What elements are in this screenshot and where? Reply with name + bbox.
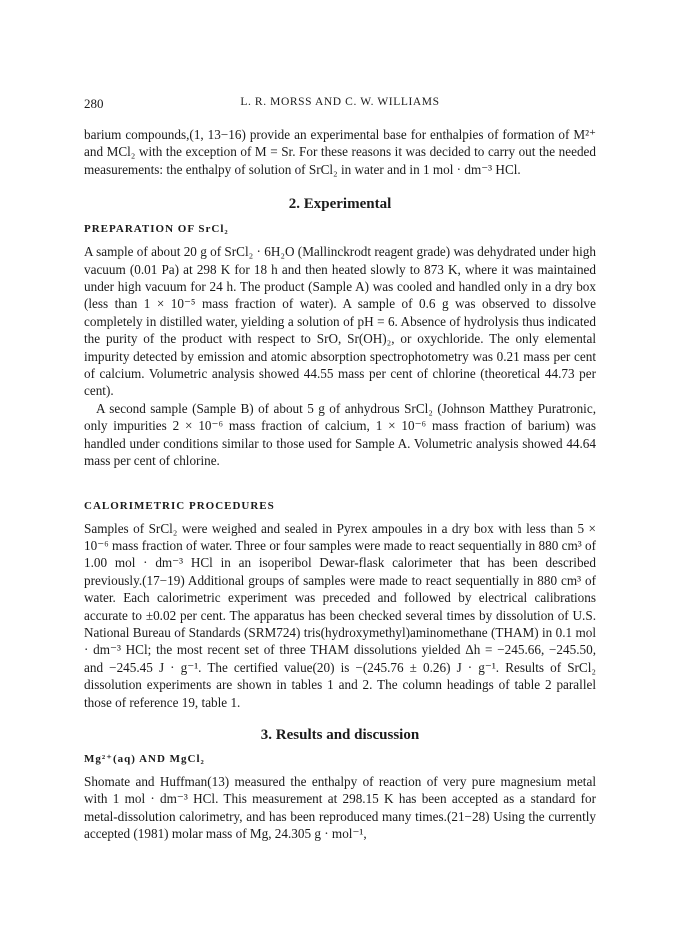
subsection-heading-mg: Mg²⁺(aq) AND MgCl₂	[84, 752, 205, 765]
running-head: L. R. MORSS AND C. W. WILLIAMS	[240, 96, 440, 108]
page-number: 280	[84, 96, 104, 111]
preparation-paragraph-1: A sample of about 20 g of SrCl₂ · 6H₂O (Mallinckrodt reagent grade) was dehydrated under high vacuum (0.01 Pa) at 298 K for 18 h and then heated slowly to 873 K, where it was maintained under high vacuum for 24 h. The product (Sample A) was cooled and handled only in a dry box (less than 1 × 10⁻⁵ mass fraction of water). A sample of 0.6 g was observed to dissolve completely in distilled water, yielding a solution of pH = 6. Absence of hydrolysis thus indicated the purity of the product with respect to SrO, Sr(OH)₂, or oxychloride. The only elemental impurity detected by emission and atomic absorption spectrophotometry was 0.21 mass per cent of calcium. Volumetric analysis showed 44.55 mass per cent of chlorine (theoretical 44.73 per cent).	[84, 244, 596, 399]
preparation-paragraph-2: A second sample (Sample B) of about 5 g of anhydrous SrCl₂ (Johnson Matthey Puratronic, only impurities 2 × 10⁻⁶ mass fraction of calcium, 1 × 10⁻⁶ mass fraction of barium) was handled under conditions similar to those used for Sample A. Volumetric analysis showed 44.64 mass per cent of chlorine.	[84, 400, 596, 469]
calorimetric-paragraph: Samples of SrCl₂ were weighed and sealed in Pyrex ampoules in a dry box with less than 5 × 10⁻⁶ mass fraction of water. Three or four samples were made to react sequentially in 880 cm³ of 1.00 mol · dm⁻³ HCl in an isoperibol Dewar-flask calorimeter that has been described previously.(17−19) Additional groups of samples were made to react sequentially in 880 cm³ of water. Each calorimetric experiment was preceded and followed by electrical calibrations accurate to ±0.02 per cent. The apparatus has been checked several times by dissolution of U.S. National Bureau of Standards (SRM724) tris(hydroxymethyl)aminomethane (THAM) in 0.1 mol · dm⁻³ HCl; the most recent set of three THAM dissolutions yielded Δh = −245.66, −245.50, and −245.45 J · g⁻¹. The certified value(20) is −(245.76 ± 0.26) J · g⁻¹. Results of SrCl₂ dissolution experiments are shown in tables 1 and 2. The column headings of table 2 parallel those of reference 19, table 1.	[84, 520, 596, 710]
section-heading-experimental: 2. Experimental	[288, 196, 392, 213]
intro-paragraph: barium compounds,(1, 13−16) provide an experimental base for enthalpies of formation of M²⁺ and MCl₂ with the exception of M = Sr. For these reasons it was decided to carry out the needed measurements: the enthalpy of solution of SrCl₂ in water and in 1 mol · dm⁻³ HCl.	[84, 127, 596, 177]
journal-page	[84, 96, 596, 843]
page-header	[84, 96, 596, 116]
subsection-heading-calorimetric: CALORIMETRIC PROCEDURES	[84, 499, 275, 512]
section-heading-results: 3. Results and discussion	[260, 726, 420, 743]
mg-paragraph: Shomate and Huffman(13) measured the enthalpy of reaction of very pure magnesium metal with 1 mol · dm⁻³ HCl. This measurement at 298.15 K has been accepted as a standard for metal-dissolution calorimetry, and has been reproduced many times.(21−28) Using the currently accepted (1981) molar mass of Mg, 24.305 g · mol⁻¹,	[84, 773, 596, 842]
subsection-heading-preparation: PREPARATION OF SrCl₂	[84, 223, 229, 236]
